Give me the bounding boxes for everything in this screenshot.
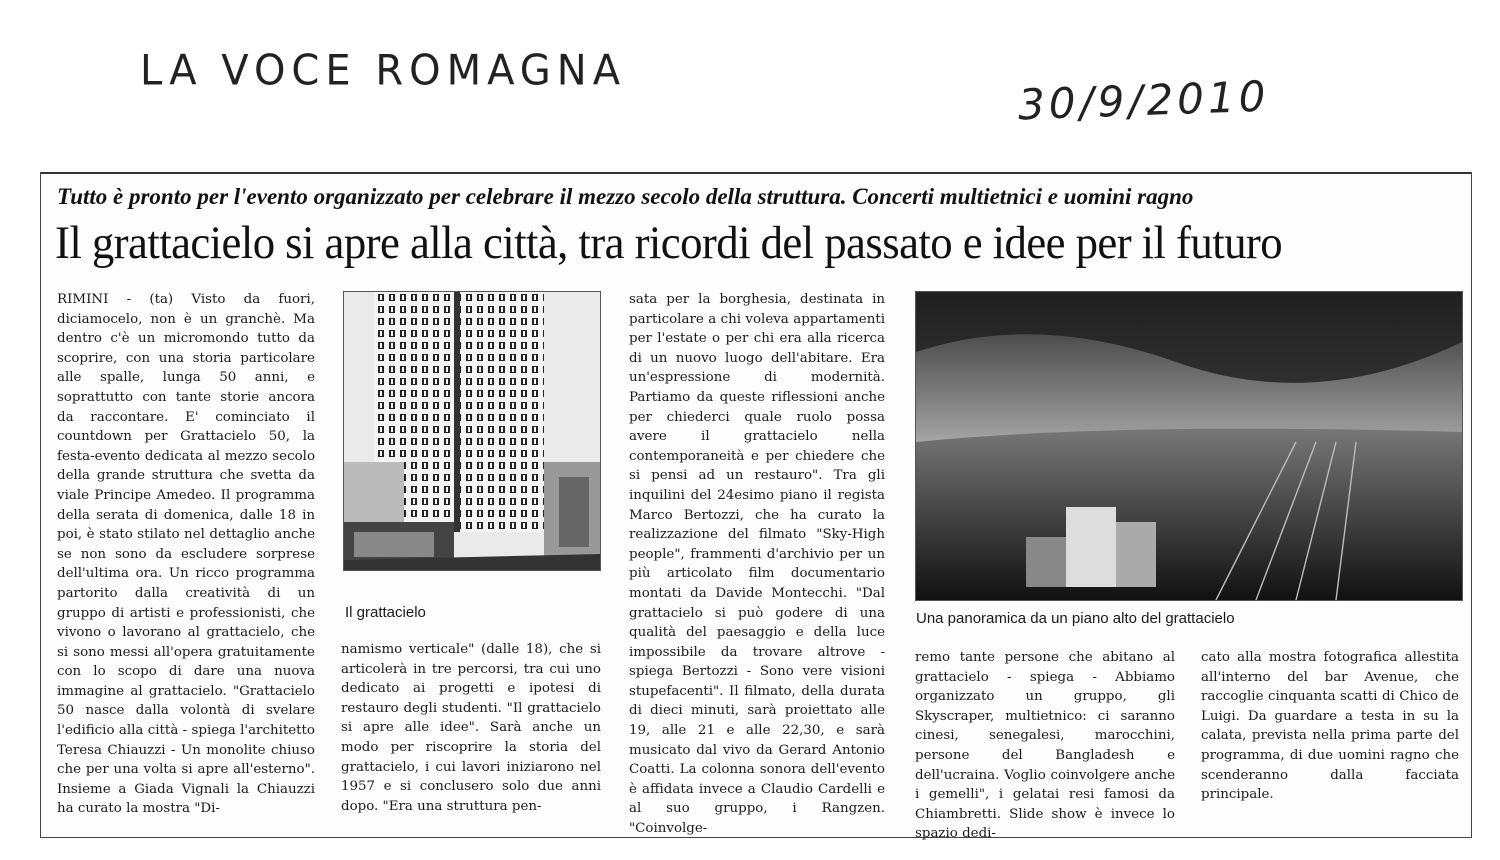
article-column-5 bbox=[1201, 648, 1459, 828]
article-column-1 bbox=[57, 290, 315, 828]
newspaper-clipping bbox=[40, 172, 1472, 842]
article-text-col4: remo tante persone che abitano al grattacielo - spiega - Abbiamo organizzato un gruppo, gli Skyscraper, multietnico: ci saranno cinesi, senegalesi, marocchini, persone del Bangladesh e dell'ucraina. Voglio coinvolgere anche i gemelli", i gelatai resi famosi da Chiambretti. Slide show è invece lo spazio dedi- bbox=[915, 650, 1175, 842]
publication-name: LA VOCE ROMAGNA bbox=[140, 46, 627, 96]
article-text-col3: sata per la borghesia, destinata in particolare a chi voleva appartamenti per l'estate o per chi era alla ricerca di un nuovo luogo dell'abitare. Era un'espressione di modernità. Partiamo da queste riflessioni anche per chiederci quale ruolo possa avere il grattacielo nella contemporaneità e per chiedere che si pensi ad un restauro". Tra gli inquilini del 24esimo piano il regista Marco Bertozzi, che ha curato la realizzazione del filmato "Sky-High people", frammenti d'archivio per un più articolato film documentario montati da Davide Montecchi. "Dal grattacielo si può godere di una qualità del paesaggio e della luce impossibile da trovare altrove - spiega Bertozzi - Sono vere visioni stupefacenti". Il filmato, della durata di dieci minuti, sarà proiettato alle 19, alle 21 e alle 22,30, e sarà musicato dal vivo da Gerard Antonio Coatti. La colonna sonora dell'evento è affidata invece a Claudio Cardelli e al suo gruppo, i Rangzen. "Coinvolge- bbox=[629, 292, 885, 837]
skyscraper-photo bbox=[343, 291, 601, 571]
article-kicker: Tutto è pronto per l'evento organizzato per celebrare il mezzo secolo della struttura. Concerti multietnici e uomini ragno bbox=[57, 184, 1194, 209]
skyscraper-photo-caption: Il grattacielo bbox=[345, 604, 426, 621]
article-text-col5: cato alla mostra fotografica allestita all'interno del bar Avenue, che raccoglie cinquanta scatti di Chico de Luigi. Da guardare a testa in su la calata, prevista nella prima parte del programma, di due uomini ragno che scenderanno dalla facciata principale. bbox=[1201, 650, 1459, 803]
article-column-2 bbox=[341, 640, 601, 830]
article-headline: Il grattacielo si apre alla città, tra ricordi del passato e idee per il futuro bbox=[55, 217, 1283, 269]
article-column-4 bbox=[915, 648, 1175, 842]
article-column-3 bbox=[629, 290, 885, 837]
publication-date: 30/9/2010 bbox=[1017, 71, 1271, 130]
panorama-photo bbox=[915, 291, 1463, 601]
article-text-col1: RIMINI - (ta) Visto da fuori, diciamocelo, non è un granchè. Ma dentro c'è un micromondo tutto da scoprire, con una storia particolare alle spalle, lunga 50 anni, e soprattutto con tante storie ancora da raccontare. E' cominciato il countdown per Grattacielo 50, la festa-evento dedicata al mezzo secolo della grande struttura che svetta da viale Principe Amedeo. Il programma della serata di domenica, dalle 18 in poi, è stato stilato nel dettaglio anche se non sono da escludere sorprese dell'ultima ora. Un ricco programma partorito dalla creatività di un gruppo di artisti e professionisti, che vivono o lavorano al grattacielo, che si sono messi all'opera gratuitamente con lo scopo di dare una nuova immagine al grattacielo. "Grattacielo 50 nasce dalla volontà di svelare l'edificio alla città - spiega l'architetto Teresa Chiauzzi - Un monolite chiuso che per una volta si apre all'esterno". Insieme a Giada Vignali la Chiauzzi ha curato la mostra "Di- bbox=[57, 292, 315, 817]
article-text-col2: namismo verticale" (dalle 18), che si articolerà in tre percorsi, tra cui uno dedicato ai progetti e ipotesi di restauro degli studenti. "Il grattacielo si apre alle idee". Sarà anche un modo per riscoprire la storia del grattacielo, i cui lavori iniziarono nel 1957 e si conclusero solo due anni dopo. "Era una struttura pen- bbox=[341, 642, 601, 814]
panorama-photo-caption: Una panoramica da un piano alto del grattacielo bbox=[916, 610, 1235, 627]
